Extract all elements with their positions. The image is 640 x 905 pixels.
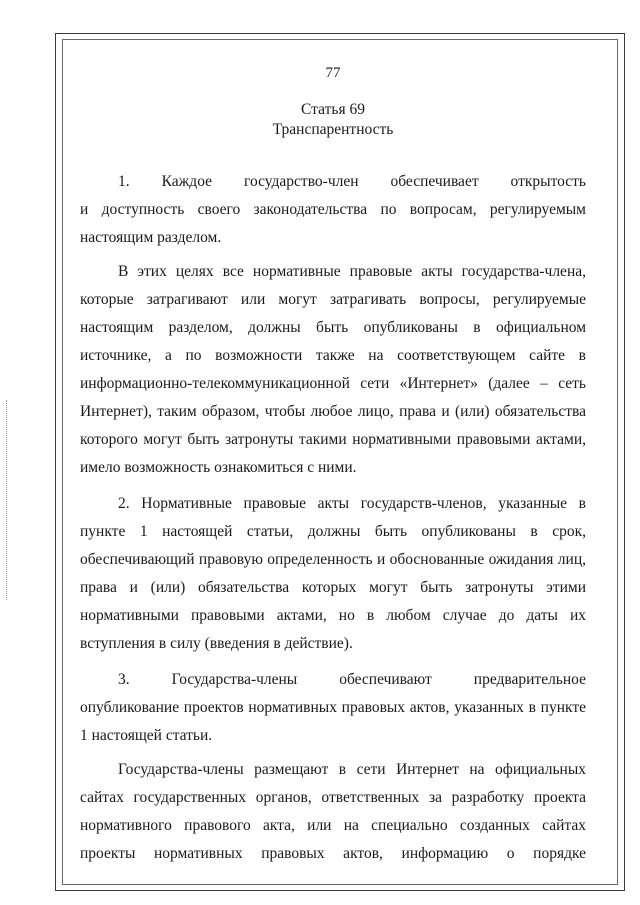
paragraph-4-rest: опубликование проектов нормативных правовых актов, указанных в пункте 1 настоящей статьи. [80,699,586,744]
paragraph-5-text: Государства-члены размещают в сети Интернет на официальных сайтах государственных органов, ответственных за разработку проекта нормативного правового акта, или на специально созданных сайтах [80,761,586,834]
paragraph-4-first-line: 3. Государства-члены обеспечивают предварительное [118,671,586,688]
paragraph-5-last-line: проекты нормативных правовых актов, информацию о порядке [80,845,586,862]
article-title: Транспарентность [272,121,394,138]
paragraph-1-first-line: 1. Каждое государство-член обеспечивает открытость [118,173,586,190]
article-number: Статья 69 [301,101,365,118]
paragraph-4 [80,666,586,750]
page-number: 77 [325,65,341,81]
paragraph-3: 2. Нормативные правовые акты государств-членов, указанные в пункте 1 настоящей статьи, должны быть опубликованы в срок, обеспечивающий правовую определенность и обоснованные ожидания лиц, права и (или) обязательства которых могут быть затронуты этими нормативными правовыми актами, но в любом случае до даты их вступления в силу (введения в действие). [80,495,586,652]
paragraph-2: В этих целях все нормативные правовые акты государства-члена, которые затрагивают или могут затрагивать вопросы, регулируемые настоящим разделом, должны быть опубликованы в официальном источнике, а по возможности также на соответствующем сайте в информационно-телекоммуникационной сети «Интернет» (далее – сеть Интернет), таким образом, чтобы любое лицо, права и (или) обязательства которого могут быть затронуты такими нормативными правовыми актами, имело возможность ознакомиться с ними. [80,263,586,476]
scan-edge-marks [6,400,9,600]
paragraph-1 [80,168,586,252]
paragraph-5 [80,756,586,868]
paragraph-1-rest: и доступность своего законодательства по вопросам, регулируемым настоящим разделом. [80,201,586,246]
document-body [80,62,586,876]
